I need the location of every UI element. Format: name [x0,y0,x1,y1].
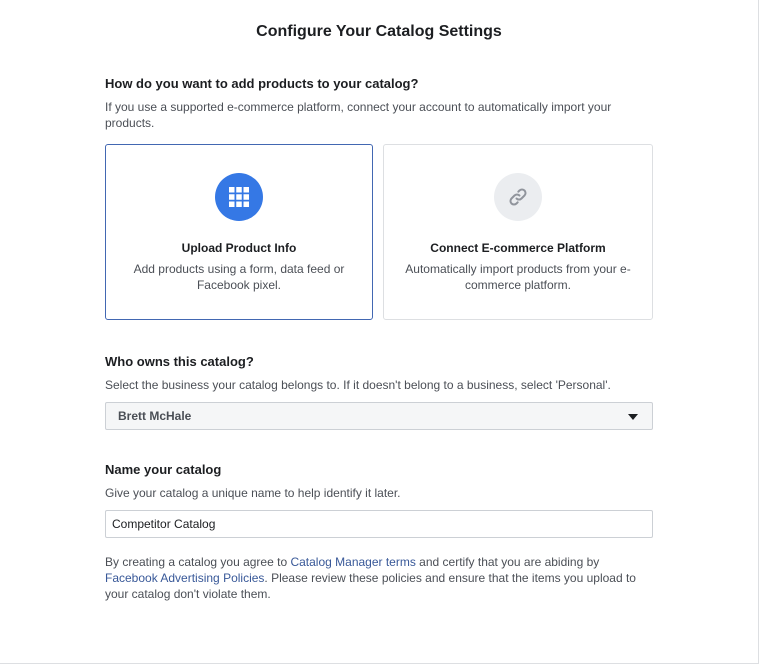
add-products-heading: How do you want to add products to your catalog? [105,76,419,91]
page-title: Configure Your Catalog Settings [256,23,502,40]
owner-description: Select the business your catalog belongs to. If it doesn't belong to a business, select 'Personal'. [105,378,611,392]
link-icon [494,173,542,221]
terms-text: By creating a catalog you agree to [105,555,291,569]
terms-notice [105,554,653,602]
facebook-advertising-policies-link[interactable]: Facebook Advertising Policies [105,571,265,585]
option-upload-product-info[interactable] [105,144,373,320]
terms-text: and certify that you are abiding by [415,555,600,569]
owner-select-value: Brett McHale [118,409,192,423]
add-products-description: If you use a supported e-commerce platform, connect your account to automatically import your products. [105,100,612,130]
option-title: Connect E-commerce Platform [430,241,606,255]
caret-down-icon [628,414,638,420]
option-connect-ecommerce-platform[interactable] [383,144,653,320]
option-title: Upload Product Info [181,241,297,255]
owner-heading: Who owns this catalog? [105,354,254,369]
grid-icon [215,173,263,221]
catalog-manager-terms-link[interactable]: Catalog Manager terms [290,555,416,569]
catalog-name-description: Give your catalog a unique name to help identify it later. [105,486,401,500]
option-description: Automatically import products from your e-commerce platform. [405,262,631,292]
terms-text: . Please review these policies and ensure that the items you upload to your catalog don't violate them. [105,571,636,601]
catalog-name-input[interactable] [105,510,653,538]
option-description: Add products using a form, data feed or Facebook pixel. [133,262,345,292]
owner-select[interactable] [105,402,653,430]
catalog-name-heading: Name your catalog [105,462,222,477]
